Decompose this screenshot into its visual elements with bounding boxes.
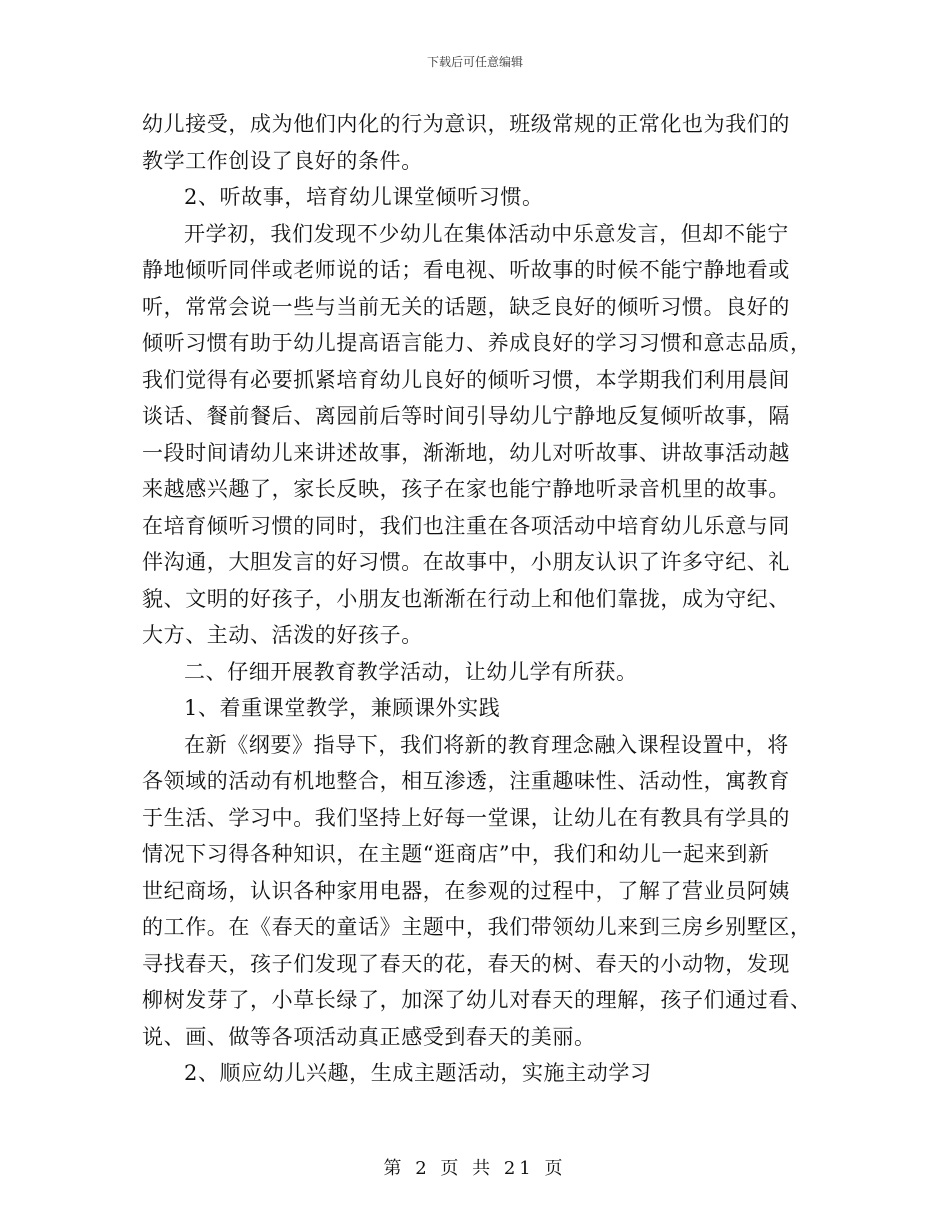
section-heading: 2、顺应幼儿兴趣，生成主题活动，实施主动学习 xyxy=(184,1061,652,1085)
text-line: 来越感兴趣了，家长反映，孩子在家也能宁静地听录音机里的故事。 xyxy=(142,477,790,501)
text-line: 说、画、做等各项活动真正感受到春天的美丽。 xyxy=(142,1024,596,1049)
text-line: 教学工作创设了良好的条件。 xyxy=(142,148,423,173)
text-line: 谈话、餐前餐后、离园前后等时间引导幼儿宁静地反复倾听故事，隔 xyxy=(142,404,790,428)
page-number: 第 2 页 共 21 页 xyxy=(383,1158,567,1179)
body-text xyxy=(142,106,812,1092)
text-line: 的工作。在《春天的童话》主题中，我们带领幼儿来到三房乡别墅区， xyxy=(142,915,812,939)
text-line: 貌、文明的好孩子，小朋友也渐渐在行动上和他们靠拢，成为守纪、 xyxy=(142,586,790,611)
text-line: 世纪商场，认识各种家用电器，在参观的过程中，了解了营业员阿姨 xyxy=(142,878,790,903)
text-line: 一段时间请幼儿来讲述故事，渐渐地，幼儿对听故事、讲故事活动越 xyxy=(142,440,790,465)
text-line: 在新《纲要》指导下，我们将新的教育理念融入课程设置中，将 xyxy=(184,732,789,757)
page-header: 下载后可任意编辑 xyxy=(426,55,523,69)
text-line: 伴沟通，大胆发言的好习惯。在故事中，小朋友认识了许多守纪、礼 xyxy=(142,550,790,574)
text-line: 静地倾听同伴或老师说的话；看电视、听故事的时候不能宁静地看或 xyxy=(142,258,790,282)
text-line: 寻找春天，孩子们发现了春天的花，春天的树、春天的小动物，发现 xyxy=(142,951,790,976)
text-line: 各领域的活动有机地整合，相互渗透，注重趣味性、活动性，寓教育 xyxy=(142,769,790,793)
text-line: 幼儿接受，成为他们内化的行为意识，班级常规的正常化也为我们的 xyxy=(142,112,790,136)
text-line: 于生活、学习中。我们坚持上好每一堂课，让幼儿在有教具有学具的 xyxy=(142,805,790,830)
section-heading: 1、着重课堂教学，兼顾课外实践 xyxy=(184,696,501,720)
text-line: 我们觉得有必要抓紧培育幼儿良好的倾听习惯，本学期我们利用晨间 xyxy=(142,367,790,392)
section-heading: 二、仔细开展教育教学活动，让幼儿学有所获。 xyxy=(184,659,638,684)
text-line: 开学初，我们发现不少幼儿在集体活动中乐意发言，但却不能宁 xyxy=(184,221,789,246)
text-line: 倾听习惯有助于幼儿提高语言能力、养成良好的学习习惯和意志品质， xyxy=(142,331,812,355)
text-line: 大方、主动、活泼的好孩子。 xyxy=(142,623,423,647)
text-line: 情况下习得各种知识，在主题“逛商店”中，我们和幼儿一起来到新 xyxy=(142,842,770,866)
text-line: 听，常常会说一些与当前无关的话题，缺乏良好的倾听习惯。良好的 xyxy=(142,294,790,319)
section-heading: 2、听故事，培育幼儿课堂倾听习惯。 xyxy=(184,185,544,209)
text-line: 在培育倾听习惯的同时，我们也注重在各项活动中培育幼儿乐意与同 xyxy=(142,513,790,538)
text-line: 柳树发芽了，小草长绿了，加深了幼儿对春天的理解，孩子们通过看、 xyxy=(142,988,812,1012)
